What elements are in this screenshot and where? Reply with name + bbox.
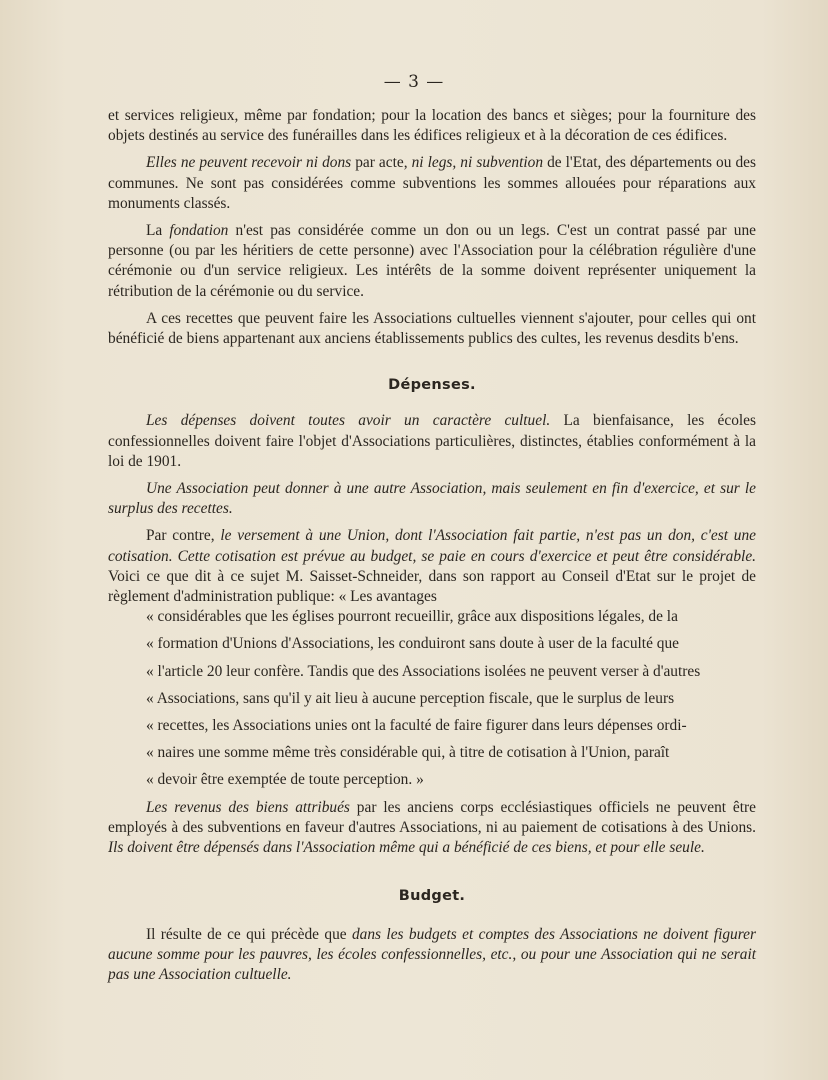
p2-italic-b: ni legs, ni subvention: [411, 154, 544, 172]
p6-italic: Une Association peut donner à une autre Association, mais seulement en fin d'exercice, et sur le surplus des recettes.: [108, 480, 756, 518]
p2-italic: Elles ne peuvent recevoir ni dons: [146, 154, 352, 172]
p2-text-a: par acte,: [351, 154, 412, 172]
quote-line-7: « devoir être exemptée de toute perception. »: [146, 771, 424, 789]
p9-text: Il résulte de ce qui précède que: [146, 925, 352, 943]
paragraph-7: [108, 526, 756, 607]
paragraph-2: [108, 153, 756, 214]
paragraph-4: A ces recettes que peuvent faire les Associations cultuelles viennent s'ajouter, pour celles qui ont bénéficié de biens appartenant aux anciens établissements publics des cultes, les revenus desdits b'ens.: [108, 309, 756, 348]
p8-italic: Les revenus des biens attribués: [146, 798, 350, 816]
paragraph-6: [108, 479, 756, 519]
p5-italic: Les dépenses doivent toutes avoir un caractère cultuel.: [146, 412, 551, 430]
p8-text: par les anciens corps ecclésiastiques officiels ne peuvent être employés à des subventions en faveur d'autres Associations, ni au paiement de cotisations à des Unions.: [108, 798, 756, 836]
quote-line-3: « l'article 20 leur confère. Tandis que des Associations isolées ne peuvent verser à d'autres: [146, 662, 701, 680]
p7-text-b: Voici ce que dit à ce sujet M. Saisset-Schneider, dans son rapport au Conseil d'Etat sur le projet de règlement d'administration publique: « Les avantages: [108, 567, 756, 606]
p2-text-b: de l'Etat, des départements ou des communes. Ne sont pas considérées comme subventions les sommes allouées pour réparations aux monuments classés.: [108, 154, 756, 212]
paragraph-8: [108, 798, 756, 859]
page-number: — 3 —: [383, 72, 445, 92]
heading-budget: Budget.: [398, 888, 466, 905]
p8-italic-b: Ils doivent être dépensés dans l'Association même qui a bénéficié de ces biens, et pour elle seule.: [108, 839, 705, 857]
quote-line-1: « considérables que les églises pourront recueillir, grâce aux dispositions légales, de la: [146, 608, 678, 626]
body-text: [108, 106, 756, 992]
p5-text: La bienfaisance, les écoles confessionnelles doivent faire l'objet d'Associations particulières, distinctes, établies conformément à la loi de 1901.: [108, 412, 756, 470]
p3-text-b: n'est pas considérée comme un don ou un legs. C'est un contrat passé par une personne (ou par les héritiers de cette personne) avec l'Association pour la célébration régulière d'une cérémonie ou d'un service religieux. Les intérêts de la somme doivent représenter uniquement la rétribution de la cérémonie ou du service.: [108, 222, 756, 300]
quote-line-2: « formation d'Unions d'Associations, les conduiront sans doute à user de la faculté que: [146, 635, 679, 653]
p9-italic: dans les budgets et comptes des Associations ne doivent figurer aucune somme pour les pauvres, les écoles confessionnelles, etc., ou pour une Association qui ne serait pas une Association cultuelle.: [108, 925, 756, 983]
p3-text-a: La: [146, 222, 170, 240]
quote-line-6: « naires une somme même très considérable qui, à titre de cotisation à l'Union, paraît: [146, 744, 670, 762]
heading-depenses: Dépenses.: [388, 377, 476, 394]
p3-italic: fondation: [169, 222, 229, 240]
paragraph-9: [108, 925, 756, 986]
p7-italic: le versement à une Union, dont l'Association fait partie, n'est pas un don, c'est une cotisation. Cette cotisation est prévue au budget, se paie en cours d'exercice et peut être considérable.: [108, 527, 756, 565]
quote-line-5: « recettes, les Associations unies ont la faculté de faire figurer dans leurs dépenses ordi-: [146, 717, 687, 735]
paragraph-1: et services religieux, même par fondation; pour la location des bancs et sièges; pour la fourniture des objets destinés au service des funérailles dans les édifices religieux et à la décoration de ces édifices.: [108, 107, 756, 145]
quote-line-4: « Associations, sans qu'il y ait lieu à aucune perception fiscale, que le surplus de leurs: [146, 689, 675, 707]
paragraph-3: [108, 221, 756, 302]
paragraph-5: [108, 411, 756, 472]
p7-text-a: Par contre,: [146, 527, 221, 545]
